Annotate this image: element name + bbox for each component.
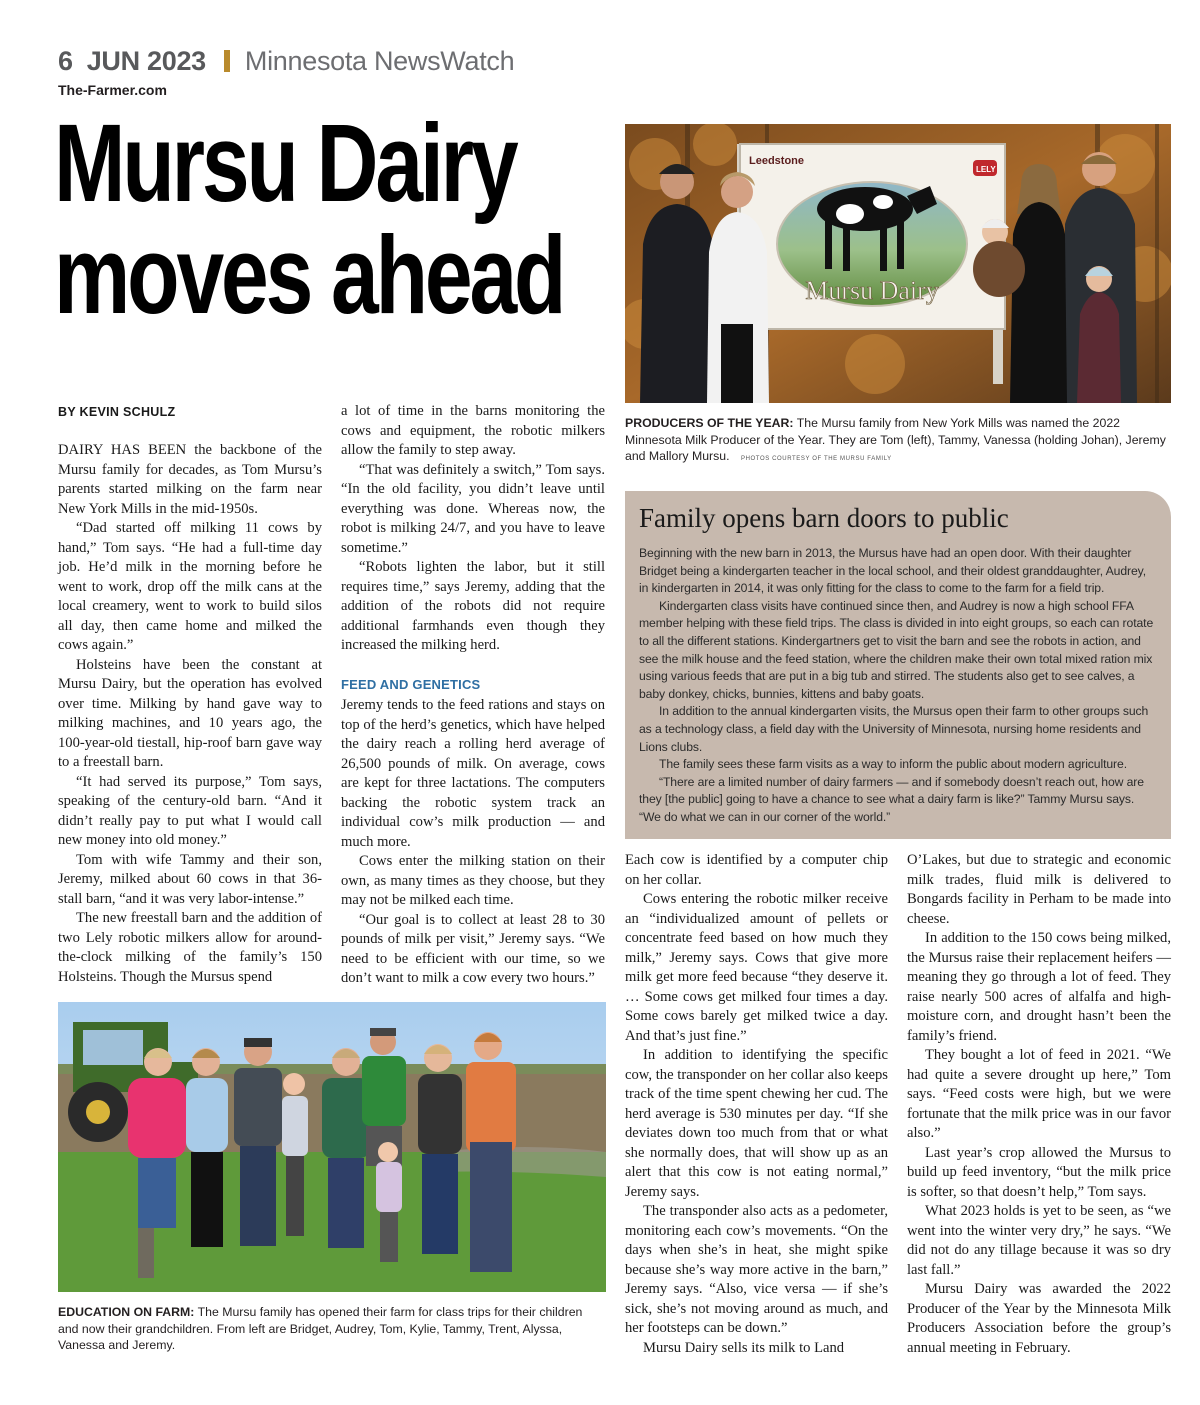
sidebar-box bbox=[625, 491, 1171, 839]
article-paragraph: O’Lakes, but due to strategic and economic milk trades, fluid milk is delivered to Bongards facility in Perham to be made into cheese. bbox=[907, 852, 1171, 927]
page-header bbox=[58, 46, 514, 80]
family-sign-photo bbox=[625, 124, 1171, 403]
page-number: 6 bbox=[58, 46, 73, 76]
headline-line-2: moves ahead bbox=[54, 214, 564, 337]
article-paragraph: What 2023 holds is yet to be seen, as “we went into the winter very dry,” he says. “We did not do any tillage because it was so dry last fall.” bbox=[907, 1203, 1171, 1278]
sidebar-paragraph: Beginning with the new barn in 2013, the Mursus have had an open door. With their daughter Bridget being a kindergarten teacher in the local school, and their oldest granddaughter, Audrey, in kindergarten in 2014, it was only fitting for the class to come to the farm for a field trip. bbox=[639, 546, 1147, 596]
sidebar-paragraph: “There are a limited number of dairy farmers — and if somebody doesn’t reach out, how are they [the public] going to have a chance to see what a dairy farm is like?” Tammy Mursu says. “We do what we can in our corner of the world.” bbox=[639, 774, 1144, 824]
article-paragraph: “Our goal is to collect at least 28 to 30 pounds of milk per visit,” Jeremy says. “We need to be efficient with our time, so we don’t want to milk a cow every two hours.” bbox=[341, 911, 605, 986]
article-paragraph: In addition to the 150 cows being milked, the Mursus raise their replacement heifers — meaning they go through a lot of feed. They raise nearly 500 acres of alfalfa and high-moisture corn, and drought hasn’t been the family’s friend. bbox=[907, 930, 1171, 1044]
sidebar-paragraph: In addition to the annual kindergarten visits, the Mursus open their farm to other groups such as a technology class, a field day with the University of Minnesota, nursing home residents and Lions clubs. bbox=[639, 704, 1149, 754]
article-paragraph: “Dad started off milking 11 cows by hand,” Tom says. “He had a full-time day job. He’d milk in the morning before he went to work, drop off the milk cans at the local creamery, went to work to build silos all day, then came home and milked the cows again.” bbox=[58, 520, 322, 653]
article-paragraph: “Robots lighten the labor, but it still requires time,” says Jeremy, adding that the addition of the robots did not require additional farmhands even though they increased the milking herd. bbox=[341, 559, 605, 653]
byline: BY KEVIN SCHULZ bbox=[58, 405, 176, 419]
article-paragraph: Tom with wife Tammy and their son, Jeremy, milked about 60 cows in that 36-stall barn, “and it was very labor-intense.” bbox=[58, 851, 322, 907]
sign-brand-text: Leedstone bbox=[749, 155, 805, 167]
article-paragraph: Jeremy tends to the feed rations and stays on top of the herd’s genetics, which have helped the dairy reach a rolling herd average of 26,500 pounds of milk. On average, cows are kept for three lactations. The computers backing the robotic system track an individual cow’s milk production — and much more. bbox=[341, 697, 605, 850]
article-paragraph: Mursu Dairy was awarded the 2022 Producer of the Year by the Minnesota Milk Producers Association before the group’s annual meeting in February. bbox=[907, 1281, 1171, 1356]
caption-education-on-farm bbox=[58, 1304, 606, 1354]
site-url: The-Farmer.com bbox=[58, 82, 167, 98]
article-paragraph: “It had served its purpose,” Tom says, speaking of the century-old barn. “And it didn’t really pay to put what I would call new money into old money.” bbox=[58, 773, 322, 848]
article-paragraph: In addition to identifying the specific cow, the transponder on her collar also keeps track of the time spent chewing her cud. The herd average is 530 minutes per day. “If she deviates down too much from that or what she normally does, that will show up as an alert that this cow is not eating normal,” Jeremy says. bbox=[625, 1047, 888, 1200]
photo-education-on-farm bbox=[58, 1002, 606, 1292]
subhead: FEED AND GENETICS bbox=[341, 676, 481, 692]
sidebar-title: Family opens barn doors to public bbox=[639, 503, 1009, 533]
article-column-3 bbox=[625, 851, 888, 1358]
article-paragraph: They bought a lot of feed in 2021. “We had quite a severe drought up here,” Tom says. “Feed costs were high, but we were fortunate that the milk price was in our favor also.” bbox=[907, 1047, 1171, 1141]
article-paragraph: DAIRY HAS BEEN the backbone of the Mursu family for decades, as Tom Mursu’s parents started milking on the farm near New York Mills in the mid-1950s. bbox=[58, 442, 322, 517]
photo-producers-of-the-year bbox=[625, 124, 1171, 403]
section-name: Minnesota NewsWatch bbox=[244, 46, 515, 76]
farm-group-photo bbox=[58, 1002, 606, 1292]
article-column-4 bbox=[907, 851, 1171, 1358]
caption-producers-of-the-year bbox=[625, 415, 1173, 468]
article-paragraph: “That was definitely a switch,” Tom says. “In the old facility, you didn’t leave until everything was done. Whereas now, the robot is milking 24/7, and you have to leave sometime.” bbox=[341, 461, 605, 556]
caption-label: PRODUCERS OF THE YEAR: bbox=[625, 416, 794, 430]
article-paragraph: Mursu Dairy sells its milk to Land bbox=[643, 1339, 845, 1356]
issue-date: JUN 2023 bbox=[86, 46, 206, 76]
article-paragraph: Cows enter the milking station on their own, as many times as they choose, but they may not be milked each time. bbox=[341, 853, 605, 908]
headline bbox=[54, 102, 600, 337]
article-paragraph: Holsteins have been the constant at Mursu Dairy, but the operation has evolved over time. Milking by hand gave way to milking machines, and 10 years ago, the 100-year-old tiestall, hip-roof barn gave way to a freestall barn. bbox=[58, 656, 322, 770]
article-column-1 bbox=[58, 441, 322, 987]
caption-label: EDUCATION ON FARM: bbox=[58, 1305, 195, 1319]
headline-line-1: Mursu Dairy bbox=[54, 102, 516, 225]
header-divider bbox=[224, 50, 230, 72]
article-paragraph: The transponder also acts as a pedometer, monitoring each cow’s movements. “On the days when she’s in heat, she might spike because she’s way more active in the barn,” Jeremy says. “Also, vice versa — if she’s sick, she’s not moving around as much, and her footsteps can be down.” bbox=[625, 1203, 888, 1336]
sidebar-body bbox=[639, 545, 1157, 827]
sidebar-paragraph: The family sees these farm visits as a way to inform the public about modern agriculture. bbox=[659, 757, 1127, 772]
article-paragraph: The new freestall barn and the addition of two Lely robotic milkers allow for around-the-clock milking of the family’s 150 Holsteins. Though the Mursus spend bbox=[58, 910, 322, 985]
article-paragraph: Cows entering the robotic milker receive an “individualized amount of pellets or concentrate feed based on how much they milk,” Jeremy says. Cows that give more milk get more feed because “they deserve it. … Some cows get milked four times a day. Some cows barely get milked twice a day. And that’s just fine.” bbox=[625, 891, 888, 1044]
caption-text: The Mursu family has opened their farm for class trips for their children and now their grandchildren. From left are Bridget, Audrey, Tom, Kylie, Tammy, Trent, Alyssa, Vanessa and Jeremy. bbox=[58, 1305, 583, 1352]
article-paragraph: Each cow is identified by a computer chip on her collar. bbox=[625, 852, 888, 888]
sign-brand2-text: LELY bbox=[976, 165, 996, 174]
photo-credit: PHOTOS COURTESY OF THE MURSU FAMILY bbox=[740, 456, 892, 462]
sign-name-text: Mursu Dairy bbox=[805, 276, 939, 305]
article-paragraph: Last year’s crop allowed the Mursus to build up feed inventory, “but the milk price is softer, so that doesn’t help,” Tom says. bbox=[907, 1144, 1171, 1200]
caption-text: The Mursu family from New York Mills was named the 2022 Minnesota Milk Producer of the Year. They are Tom (left), Tammy, Vanessa (holding Johan), Jeremy and Mallory Mursu. bbox=[625, 416, 1166, 463]
article-column-2 bbox=[341, 402, 605, 989]
sidebar-paragraph: Kindergarten class visits have continued since then, and Audrey is now a high school FFA member helping with these field trips. The class is divided in into eight groups, so each can rotate to all the different stations. Kindergartners get to visit the barn and see the robots in action, and see the milk house and the feed station, where the children make their own total mixed ration mix using various feeds that are put in a big tub and stirred. The students also get to see calves, a baby donkey, chicks, bunnies, kittens and baby goats. bbox=[639, 598, 1154, 701]
article-paragraph: a lot of time in the barns monitoring the cows and equipment, the robotic milkers allow the family to step away. bbox=[341, 403, 605, 458]
